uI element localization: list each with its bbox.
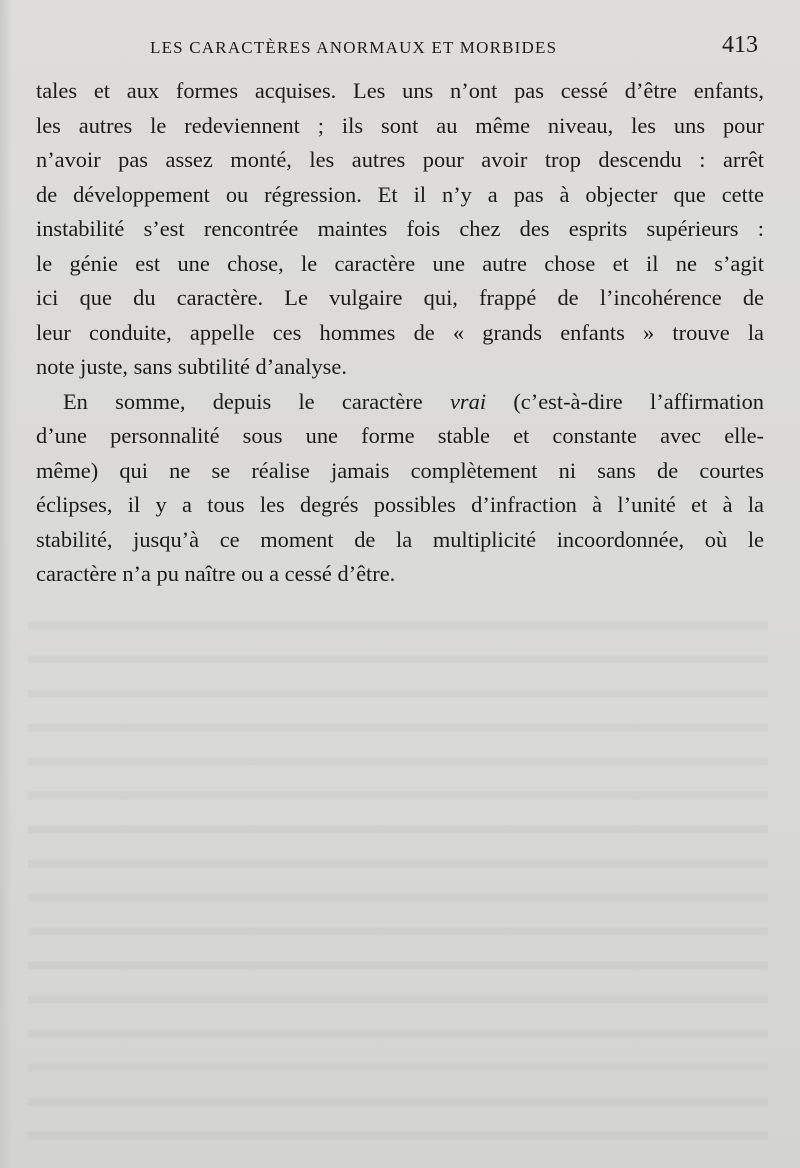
- text-line: de développement ou régression. Et il n’y a pas à objecter que cette: [36, 181, 764, 207]
- text-line: même) qui ne se réalise jamais complètement ni sans de courtes: [36, 457, 764, 483]
- body-text: [36, 74, 764, 592]
- text-line: éclipses, il y a tous les degrés possibles d’infraction à l’unité et à la: [36, 492, 764, 517]
- text-line: stabilité, jusqu’à ce moment de la multiplicité incoordonnée, où le: [36, 526, 764, 552]
- text-line: leur conduite, appelle ces hommes de « grands enfants » trouve la: [36, 319, 764, 345]
- text-line: note juste, sans subtilité d’analyse.: [36, 354, 347, 379]
- text-line: le génie est une chose, le caractère une autre chose et il ne s’agit: [36, 250, 764, 276]
- show-through-texture: [28, 600, 768, 1160]
- text-line: tales et aux formes acquises. Les uns n’ont pas cessé d’être enfants,: [36, 78, 764, 103]
- text-segment: En somme, depuis le caractère: [63, 388, 423, 414]
- text-segment: (c’est-à-dire l’affirmation: [513, 388, 764, 414]
- page-header: [36, 32, 762, 62]
- text-line: les autres le redeviennent ; ils sont au même niveau, les uns pour: [36, 112, 764, 138]
- page-gutter-shadow: [0, 0, 12, 1168]
- text-line: d’une personnalité sous une forme stable et constante avec elle-: [36, 423, 764, 448]
- paragraph-first-line: [36, 385, 764, 420]
- text-line: instabilité s’est rencontrée maintes fois chez des esprits supérieurs :: [36, 216, 764, 241]
- text-line: caractère n’a pu naître ou a cessé d’être.: [36, 561, 396, 586]
- running-title: LES CARACTÈRES ANORMAUX ET MORBIDES: [150, 38, 558, 57]
- text-line: n’avoir pas assez monté, les autres pour avoir trop descendu : arrêt: [36, 147, 764, 172]
- page-number: 413: [722, 32, 758, 58]
- text-line: ici que du caractère. Le vulgaire qui, frappé de l’incohérence de: [36, 285, 764, 310]
- italic-word: vrai: [449, 388, 487, 414]
